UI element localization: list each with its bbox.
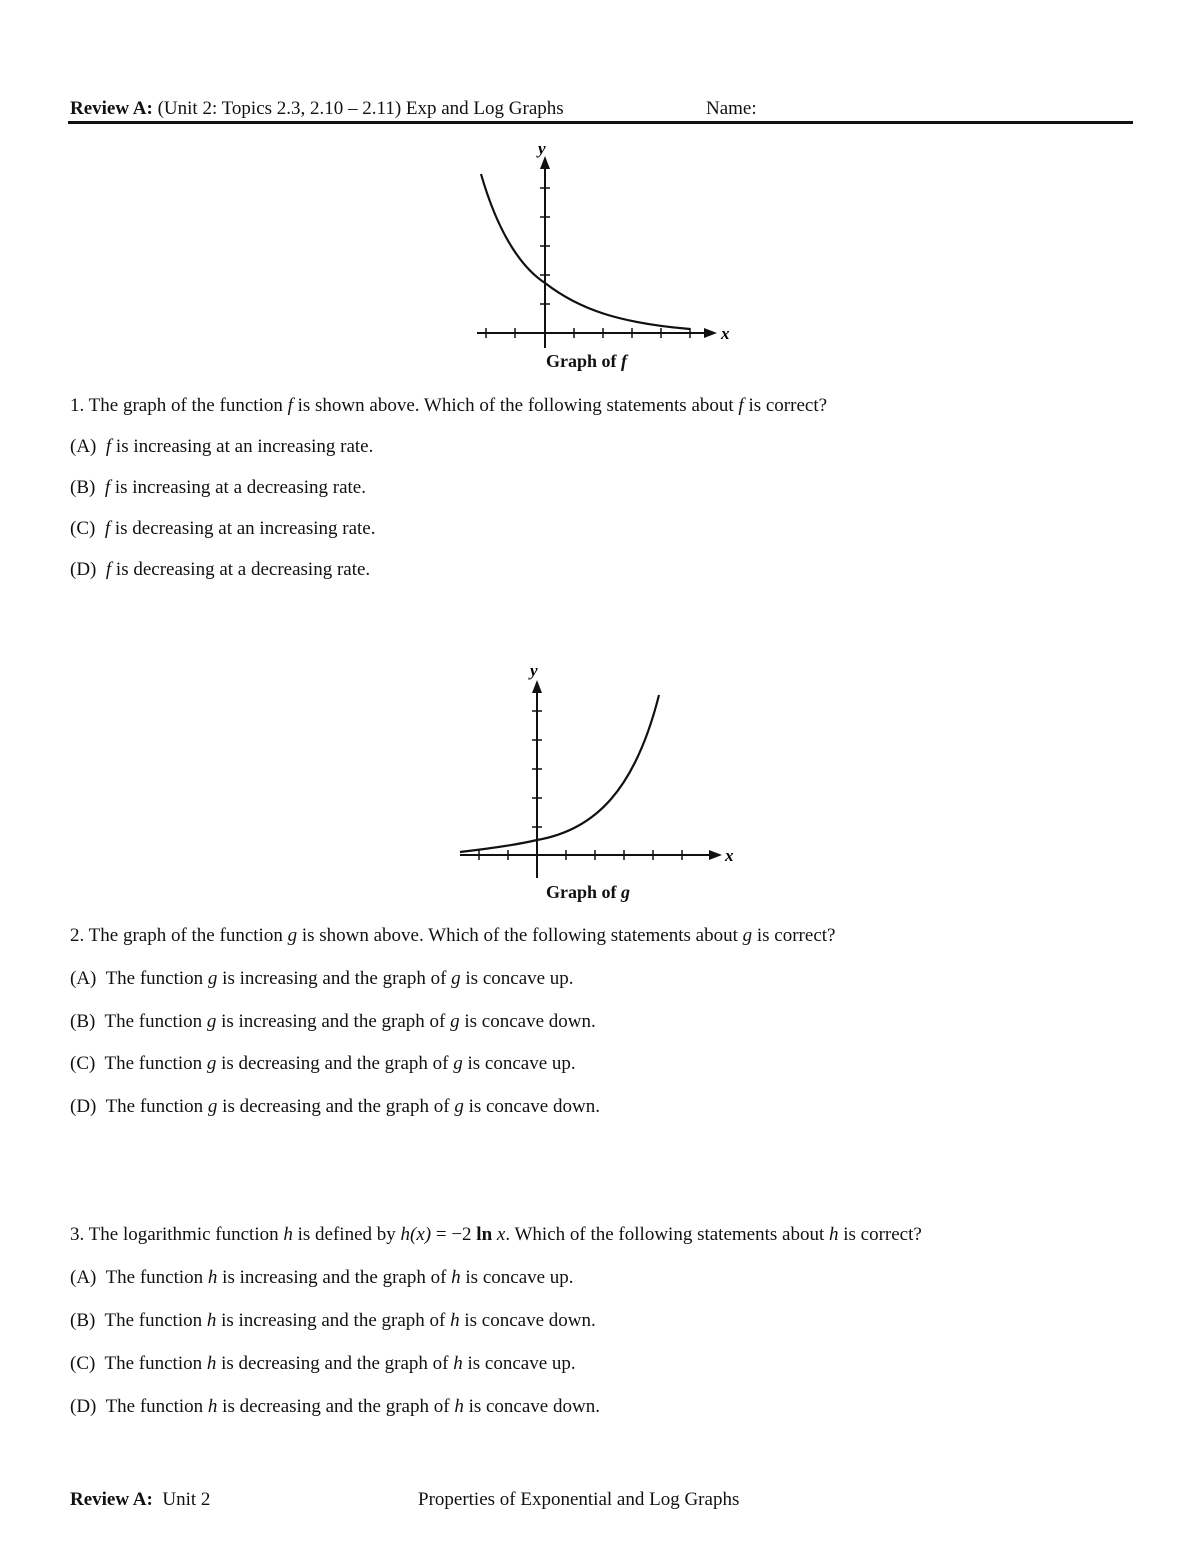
graph-f-curve (481, 174, 690, 329)
q3-stem (70, 1224, 922, 1246)
graph-g-title (546, 882, 630, 903)
choice-var: f (104, 518, 111, 539)
choice-mid: is decreasing and the graph of (217, 1096, 455, 1117)
header-line (70, 98, 564, 120)
choice-text: is increasing at a decreasing rate. (110, 477, 366, 498)
choice-letter: (D) (70, 1096, 97, 1117)
q3-stem-part: is defined by (292, 1224, 401, 1245)
choice-var2: h (453, 1353, 463, 1374)
choice-var: f (105, 559, 112, 580)
q2-stem-var: g (742, 925, 753, 946)
q2-choice-a[interactable] (70, 968, 574, 990)
q3-stem-ln: ln (476, 1224, 493, 1245)
graph-g-curve (460, 695, 659, 852)
q2-choice-c[interactable] (70, 1053, 576, 1075)
choice-post: is concave down. (459, 1011, 596, 1032)
q3-stem-var: h (283, 1224, 293, 1245)
choice-var: g (207, 968, 218, 989)
q1-choice-d[interactable] (70, 559, 370, 581)
choice-pre: The function (105, 1396, 208, 1417)
graph-g-y-label: y (530, 661, 538, 680)
header-review-label: Review A: (70, 98, 153, 119)
header-rule (68, 121, 1133, 124)
q3-stem-var: x (496, 1224, 506, 1245)
choice-var: f (105, 436, 112, 457)
choice-mid: is increasing and the graph of (216, 1011, 451, 1032)
q3-choice-b[interactable] (70, 1310, 596, 1332)
choice-post: is concave down. (463, 1096, 600, 1117)
q2-stem-part: 2. The graph of the function (70, 925, 288, 946)
q3-choice-c[interactable] (70, 1353, 576, 1375)
choice-post: is concave down. (459, 1310, 596, 1331)
q3-stem-part: . Which of the following statements about (505, 1224, 829, 1245)
q2-choice-b[interactable] (70, 1011, 596, 1033)
choice-var2: g (453, 1053, 463, 1074)
choice-mid: is decreasing and the graph of (217, 1396, 455, 1417)
q2-stem-part: is shown above. Which of the following statements about (297, 925, 743, 946)
name-label: Name: (706, 98, 757, 119)
choice-pre: The function (104, 1353, 207, 1374)
q2-stem-var: g (287, 925, 298, 946)
choice-var: g (207, 1096, 218, 1117)
choice-post: is concave up. (460, 1267, 574, 1288)
graph-f-x-arrow (704, 328, 717, 338)
choice-text: is increasing at an increasing rate. (111, 436, 374, 457)
choice-pre: The function (104, 1053, 207, 1074)
choice-var2: h (454, 1396, 464, 1417)
graph-g-title-prefix: Graph of (546, 882, 622, 902)
choice-pre: The function (104, 1011, 207, 1032)
graph-f-svg (470, 139, 740, 343)
choice-var: h (206, 1353, 217, 1374)
q1-stem-part: is correct? (743, 395, 828, 416)
graph-f-title-func: f (621, 351, 628, 371)
graph-f (470, 139, 740, 343)
graph-g-svg (455, 660, 755, 880)
q1-choice-b[interactable] (70, 477, 366, 499)
footer-title: Properties of Exponential and Log Graphs (418, 1489, 740, 1510)
choice-text: is decreasing at an increasing rate. (110, 518, 376, 539)
choice-post: is concave up. (460, 968, 574, 989)
choice-letter: (B) (70, 477, 96, 498)
choice-var: h (206, 1310, 217, 1331)
choice-letter: (B) (70, 1011, 96, 1032)
choice-letter: (A) (70, 1267, 97, 1288)
choice-var: h (207, 1267, 218, 1288)
q3-stem-part: is correct? (838, 1224, 922, 1245)
choice-pre: The function (105, 1267, 208, 1288)
q2-stem (70, 925, 835, 947)
footer-review-label: Review A: (70, 1489, 153, 1510)
choice-var: h (207, 1396, 218, 1417)
choice-pre: The function (104, 1310, 207, 1331)
choice-mid: is increasing and the graph of (216, 1310, 451, 1331)
graph-g-x-arrow (709, 850, 722, 860)
q3-stem-part: = −2 (431, 1224, 477, 1245)
choice-text: is decreasing at a decreasing rate. (111, 559, 371, 580)
choice-letter: (D) (70, 559, 97, 580)
graph-g-y-arrow (532, 680, 542, 693)
choice-var2: h (451, 1267, 461, 1288)
q3-stem-var: h (828, 1224, 839, 1245)
footer-unit: Unit 2 (162, 1489, 211, 1510)
graph-f-title (546, 351, 627, 372)
choice-post: is concave down. (463, 1396, 600, 1417)
choice-var2: h (450, 1310, 460, 1331)
choice-letter: (A) (70, 436, 97, 457)
q1-stem (70, 395, 827, 417)
choice-letter: (B) (70, 1310, 96, 1331)
choice-var2: g (454, 1096, 464, 1117)
q1-stem-var: f (287, 395, 293, 416)
choice-letter: (D) (70, 1396, 97, 1417)
graph-g-x-label: x (725, 846, 734, 865)
choice-post: is concave up. (462, 1053, 576, 1074)
choice-post: is concave up. (462, 1353, 576, 1374)
q1-choice-a[interactable] (70, 436, 373, 458)
footer-left (70, 1489, 210, 1511)
q3-choice-d[interactable] (70, 1396, 600, 1418)
header-topics: (Unit 2: Topics 2.3, 2.10 – 2.11) Exp and Log Graphs (157, 98, 564, 119)
choice-var2: g (451, 968, 461, 989)
q3-stem-part: 3. The logarithmic function (70, 1224, 284, 1245)
choice-pre: The function (105, 1096, 208, 1117)
q3-choice-a[interactable] (70, 1267, 574, 1289)
q2-choice-d[interactable] (70, 1096, 600, 1118)
q1-stem-var: f (738, 395, 744, 416)
graph-f-title-prefix: Graph of (546, 351, 622, 371)
choice-mid: is increasing and the graph of (217, 1267, 452, 1288)
q1-choice-c[interactable] (70, 518, 375, 540)
q1-stem-part: is shown above. Which of the following statements about (292, 395, 739, 416)
choice-mid: is decreasing and the graph of (216, 1053, 454, 1074)
choice-letter: (C) (70, 518, 96, 539)
graph-g-title-func: g (621, 882, 631, 902)
choice-mid: is increasing and the graph of (217, 968, 452, 989)
choice-pre: The function (105, 968, 208, 989)
choice-letter: (C) (70, 1353, 96, 1374)
choice-var: g (206, 1053, 217, 1074)
graph-g (455, 660, 755, 880)
q3-stem-func: h(x) (400, 1224, 432, 1245)
q2-stem-part: is correct? (752, 925, 836, 946)
graph-f-y-label: y (538, 139, 546, 158)
choice-var: g (206, 1011, 217, 1032)
graph-f-x-label: x (721, 324, 730, 343)
q1-stem-part: 1. The graph of the function (70, 395, 288, 416)
choice-var2: g (450, 1011, 460, 1032)
choice-letter: (C) (70, 1053, 96, 1074)
choice-var: f (104, 477, 111, 498)
choice-letter: (A) (70, 968, 97, 989)
choice-mid: is decreasing and the graph of (216, 1353, 454, 1374)
